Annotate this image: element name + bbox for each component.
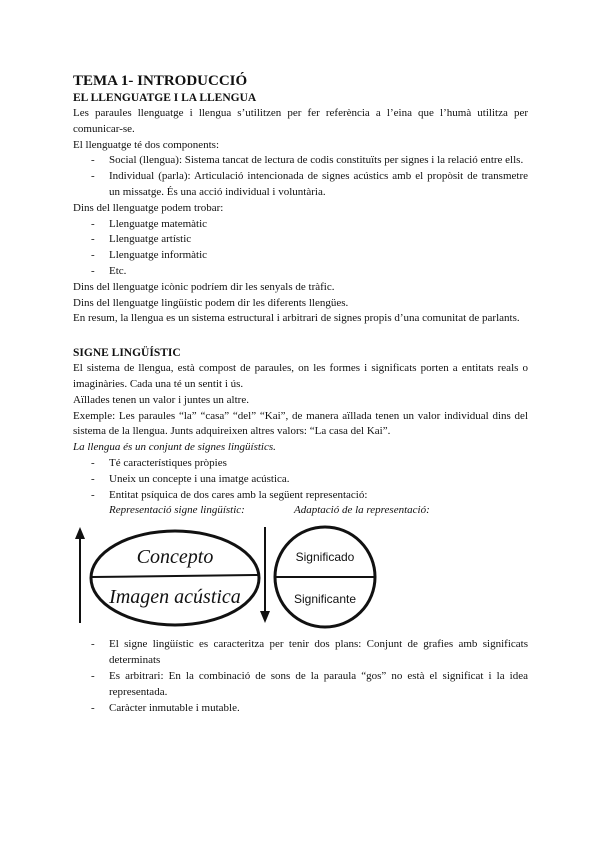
paragraph: Dins del llenguatge podem trobar: bbox=[73, 201, 224, 214]
paragraph-italic: La llengua és un conjunt de signes lingüístics. bbox=[73, 441, 276, 454]
page-title: TEMA 1- INTRODUCCIÓ bbox=[73, 73, 248, 89]
list-dash: - bbox=[91, 669, 95, 682]
list-item: - Etc. bbox=[73, 264, 528, 280]
list-item: - Llenguatge artístic bbox=[73, 232, 528, 248]
list-item: - Es arbitrari: En la combinació de sons de la paraula “gos” no està el significat i la idea representada. bbox=[91, 669, 528, 698]
list-item: - Té característiques pròpies bbox=[73, 456, 528, 472]
list-item: - Llenguatge matemàtic bbox=[73, 217, 528, 233]
label-adaptacio: Adaptació de la representació: bbox=[294, 504, 430, 517]
list-dash: - bbox=[91, 264, 95, 277]
down-arrow-icon bbox=[260, 527, 270, 623]
paragraph: Exemple: Les paraules “la” “casa” “del” “Kai”, de manera aïllada tenen un valor individual dins del sistema de la llengua. Junts adquireixen altres valors: “La casa del Kai”. bbox=[73, 409, 528, 438]
paragraph: El sistema de llengua, està compost de paraules, on les formes i significats porten a entitats reals o imaginàries. Cada una té un sentit i ús. bbox=[73, 362, 528, 390]
sign-diagram-svg bbox=[0, 523, 600, 631]
list-dash: - bbox=[91, 472, 95, 485]
ellipse-divider bbox=[92, 575, 258, 577]
components-list bbox=[73, 153, 528, 200]
list-dash: - bbox=[91, 701, 95, 714]
list-item: - Llenguatge informàtic bbox=[73, 248, 528, 264]
list-item: - Individual (parla): Articulació intencionada de signes acústics amb el propòsit de transmetre un missatge. És una acció individual i voluntària. bbox=[91, 170, 528, 198]
concepto-label: Concepto bbox=[136, 546, 214, 569]
list-dash: - bbox=[91, 456, 95, 469]
list-dash: - bbox=[91, 249, 95, 262]
list-item: - Caràcter inmutable i mutable. bbox=[73, 701, 528, 717]
list-dash: - bbox=[91, 154, 95, 167]
list-item: - Entitat psíquica de dos cares amb la següent representació: bbox=[73, 488, 528, 504]
list-item: - Social (llengua): Sistema tancat de lectura de codis constituïts per signes i la relació entre ells. bbox=[73, 153, 528, 169]
list-dash: - bbox=[91, 638, 95, 651]
label-representacio: Representació signe lingüístic: bbox=[109, 504, 245, 517]
significado-label: Significado bbox=[295, 550, 355, 565]
diagram-labels bbox=[73, 503, 528, 519]
significante-label: Significante bbox=[293, 592, 357, 607]
list-item: - Uneix un concepte i una imatge acústica. bbox=[73, 472, 528, 488]
list-dash: - bbox=[91, 170, 95, 183]
list-item: - El signe lingüístic es caracteritza per tenir dos plans: Conjunt de grafies amb significats determinats bbox=[91, 638, 528, 667]
paragraph: Dins del llenguatge icònic podríem dir les senyals de tràfic. bbox=[73, 280, 335, 293]
paragraph: Aïllades tenen un valor i juntes un altre. bbox=[73, 393, 249, 406]
section-heading-signe: SIGNE LINGÜÍSTIC bbox=[73, 347, 181, 360]
list-dash: - bbox=[91, 233, 95, 246]
up-arrow-icon bbox=[75, 527, 85, 623]
imagen-acustica-label: Imagen acústica bbox=[109, 586, 241, 609]
list-dash: - bbox=[91, 488, 95, 501]
paragraph: En resum, la llengua es un sistema estructural i arbitrari de signes propis d’una comunitat de parlants. bbox=[73, 312, 520, 325]
list-dash: - bbox=[91, 217, 95, 230]
paragraph: Dins del llenguatge lingüístic podem dir les diferents llengües. bbox=[73, 296, 349, 309]
types-list bbox=[73, 217, 528, 280]
features-list bbox=[73, 456, 528, 503]
section-heading-llenguatge: EL LLENGUATGE I LA LLENGUA bbox=[73, 92, 257, 104]
paragraph: El llenguatge té dos components: bbox=[73, 138, 220, 151]
document-content bbox=[73, 72, 528, 716]
properties-list bbox=[73, 637, 528, 716]
sign-diagram bbox=[73, 523, 528, 631]
paragraph: Les paraules llenguatge i llengua s’utilitzen per fer referència a l’eina que l’humà utilitza per comunicar-se. bbox=[73, 107, 528, 135]
